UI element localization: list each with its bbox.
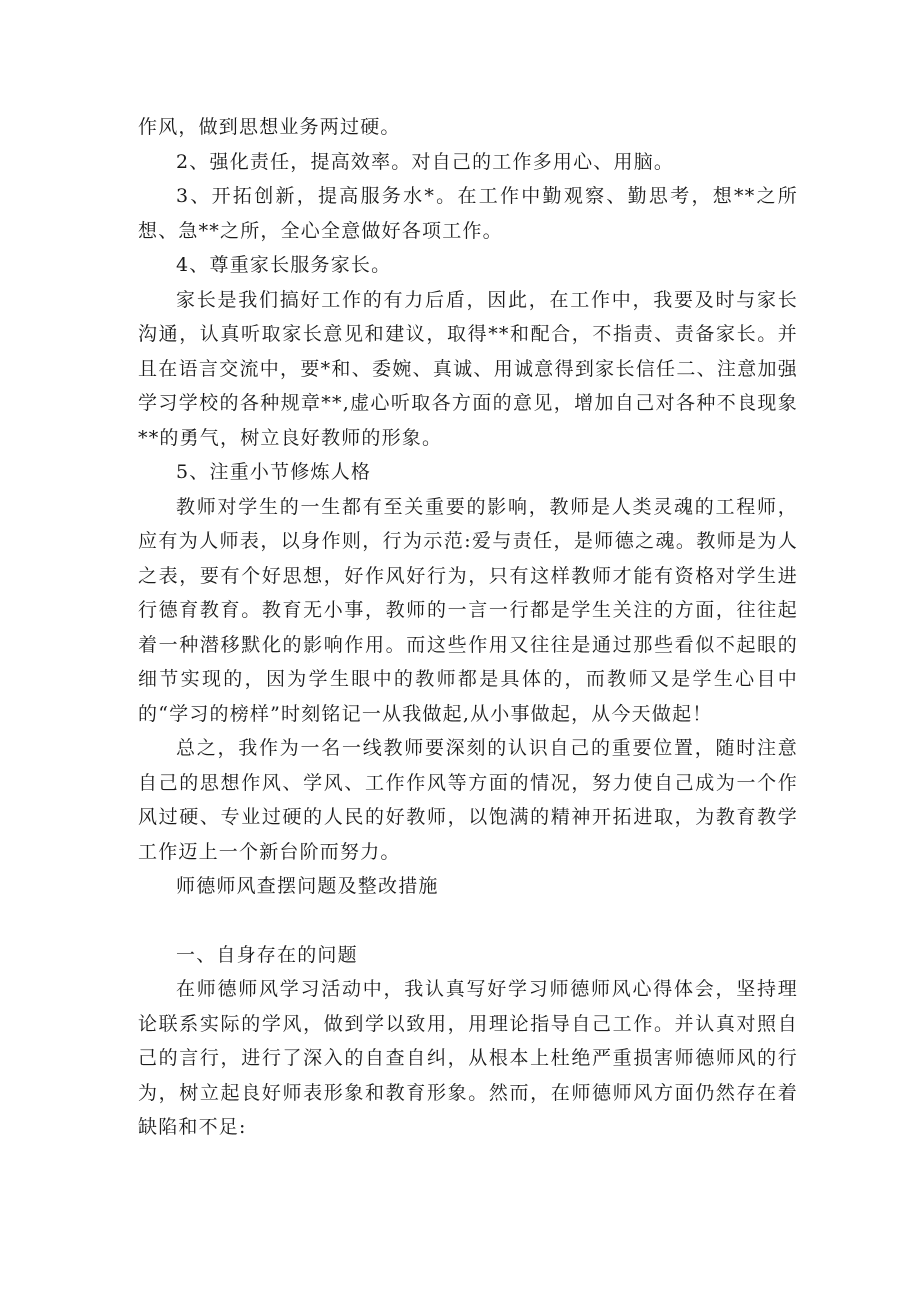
section-title: 师德师风查摆问题及整改措施 [176,875,439,897]
paragraph-teacher-influence: 教师对学生的一生都有至关重要的影响，教师是人类灵魂的工程师，应有为人师表，以身作则，行为示范:爱与责任，是师德之魂。教师是为人之表，要有个好思想，好作风好行为，只有这样教师才能有资格对学生进行德育教育。教育无小事，教师的一言一行都是学生关注的方面，往往起着一种潜移默化的影响作用。而这些作用又往往是通过那些看似不起眼的细节实现的，因为学生眼中的教师都是具体的，而教师又是学生心目中的“学习的榜样”时刻铭记一从我做起,从小事做起，从今天做起！ [138,495,798,725]
paragraph-item-4: 4、尊重家长服务家长。 [176,254,392,276]
document-page [138,110,798,1145]
paragraph-parents: 家长是我们搞好工作的有力后盾，因此，在工作中，我要及时与家长沟通，认真听取家长意见和建议，取得**和配合，不指责、责备家长。并且在语言交流中，要*和、委婉、真诚、用诚意得到家长信任二、注意加强学习学校的各种规章**,虚心听取各方面的意见，增加自己对各种不良现象**的勇气，树立良好教师的形象。 [138,288,798,449]
paragraph-item-3: 3、开拓创新，提高服务水*。在工作中勤观察、勤思考，想**之所想、急**之所，全心全意做好各项工作。 [138,185,798,242]
paragraph-continuation: 作风，做到思想业务两过硬。 [138,116,401,138]
paragraph-self-review: 在师德师风学习活动中，我认真写好学习师德师风心得体会，坚持理论联系实际的学风，做到学以致用，用理论指导自己工作。并认真对照自己的言行，进行了深入的自查自纠，从根本上杜绝严重损害师德师风的行为，树立起良好师表形象和教育形象。然而，在师德师风方面仍然存在着缺陷和不足: [138,978,798,1138]
paragraph-summary: 总之，我作为一名一线教师要深刻的认识自己的重要位置，随时注意自己的思想作风、学风、工作作风等方面的情况，努力使自己成为一个作风过硬、专业过硬的人民的好教师，以饱满的精神开拓进取，为教育教学工作迈上一个新台阶而努力。 [138,737,798,863]
section-heading: 一、自身存在的问题 [176,943,358,966]
paragraph-item-2: 2、强化责任，提高效率。对自己的工作多用心、用脑。 [176,150,675,173]
paragraph-item-5: 5、注重小节修炼人格 [176,461,372,483]
